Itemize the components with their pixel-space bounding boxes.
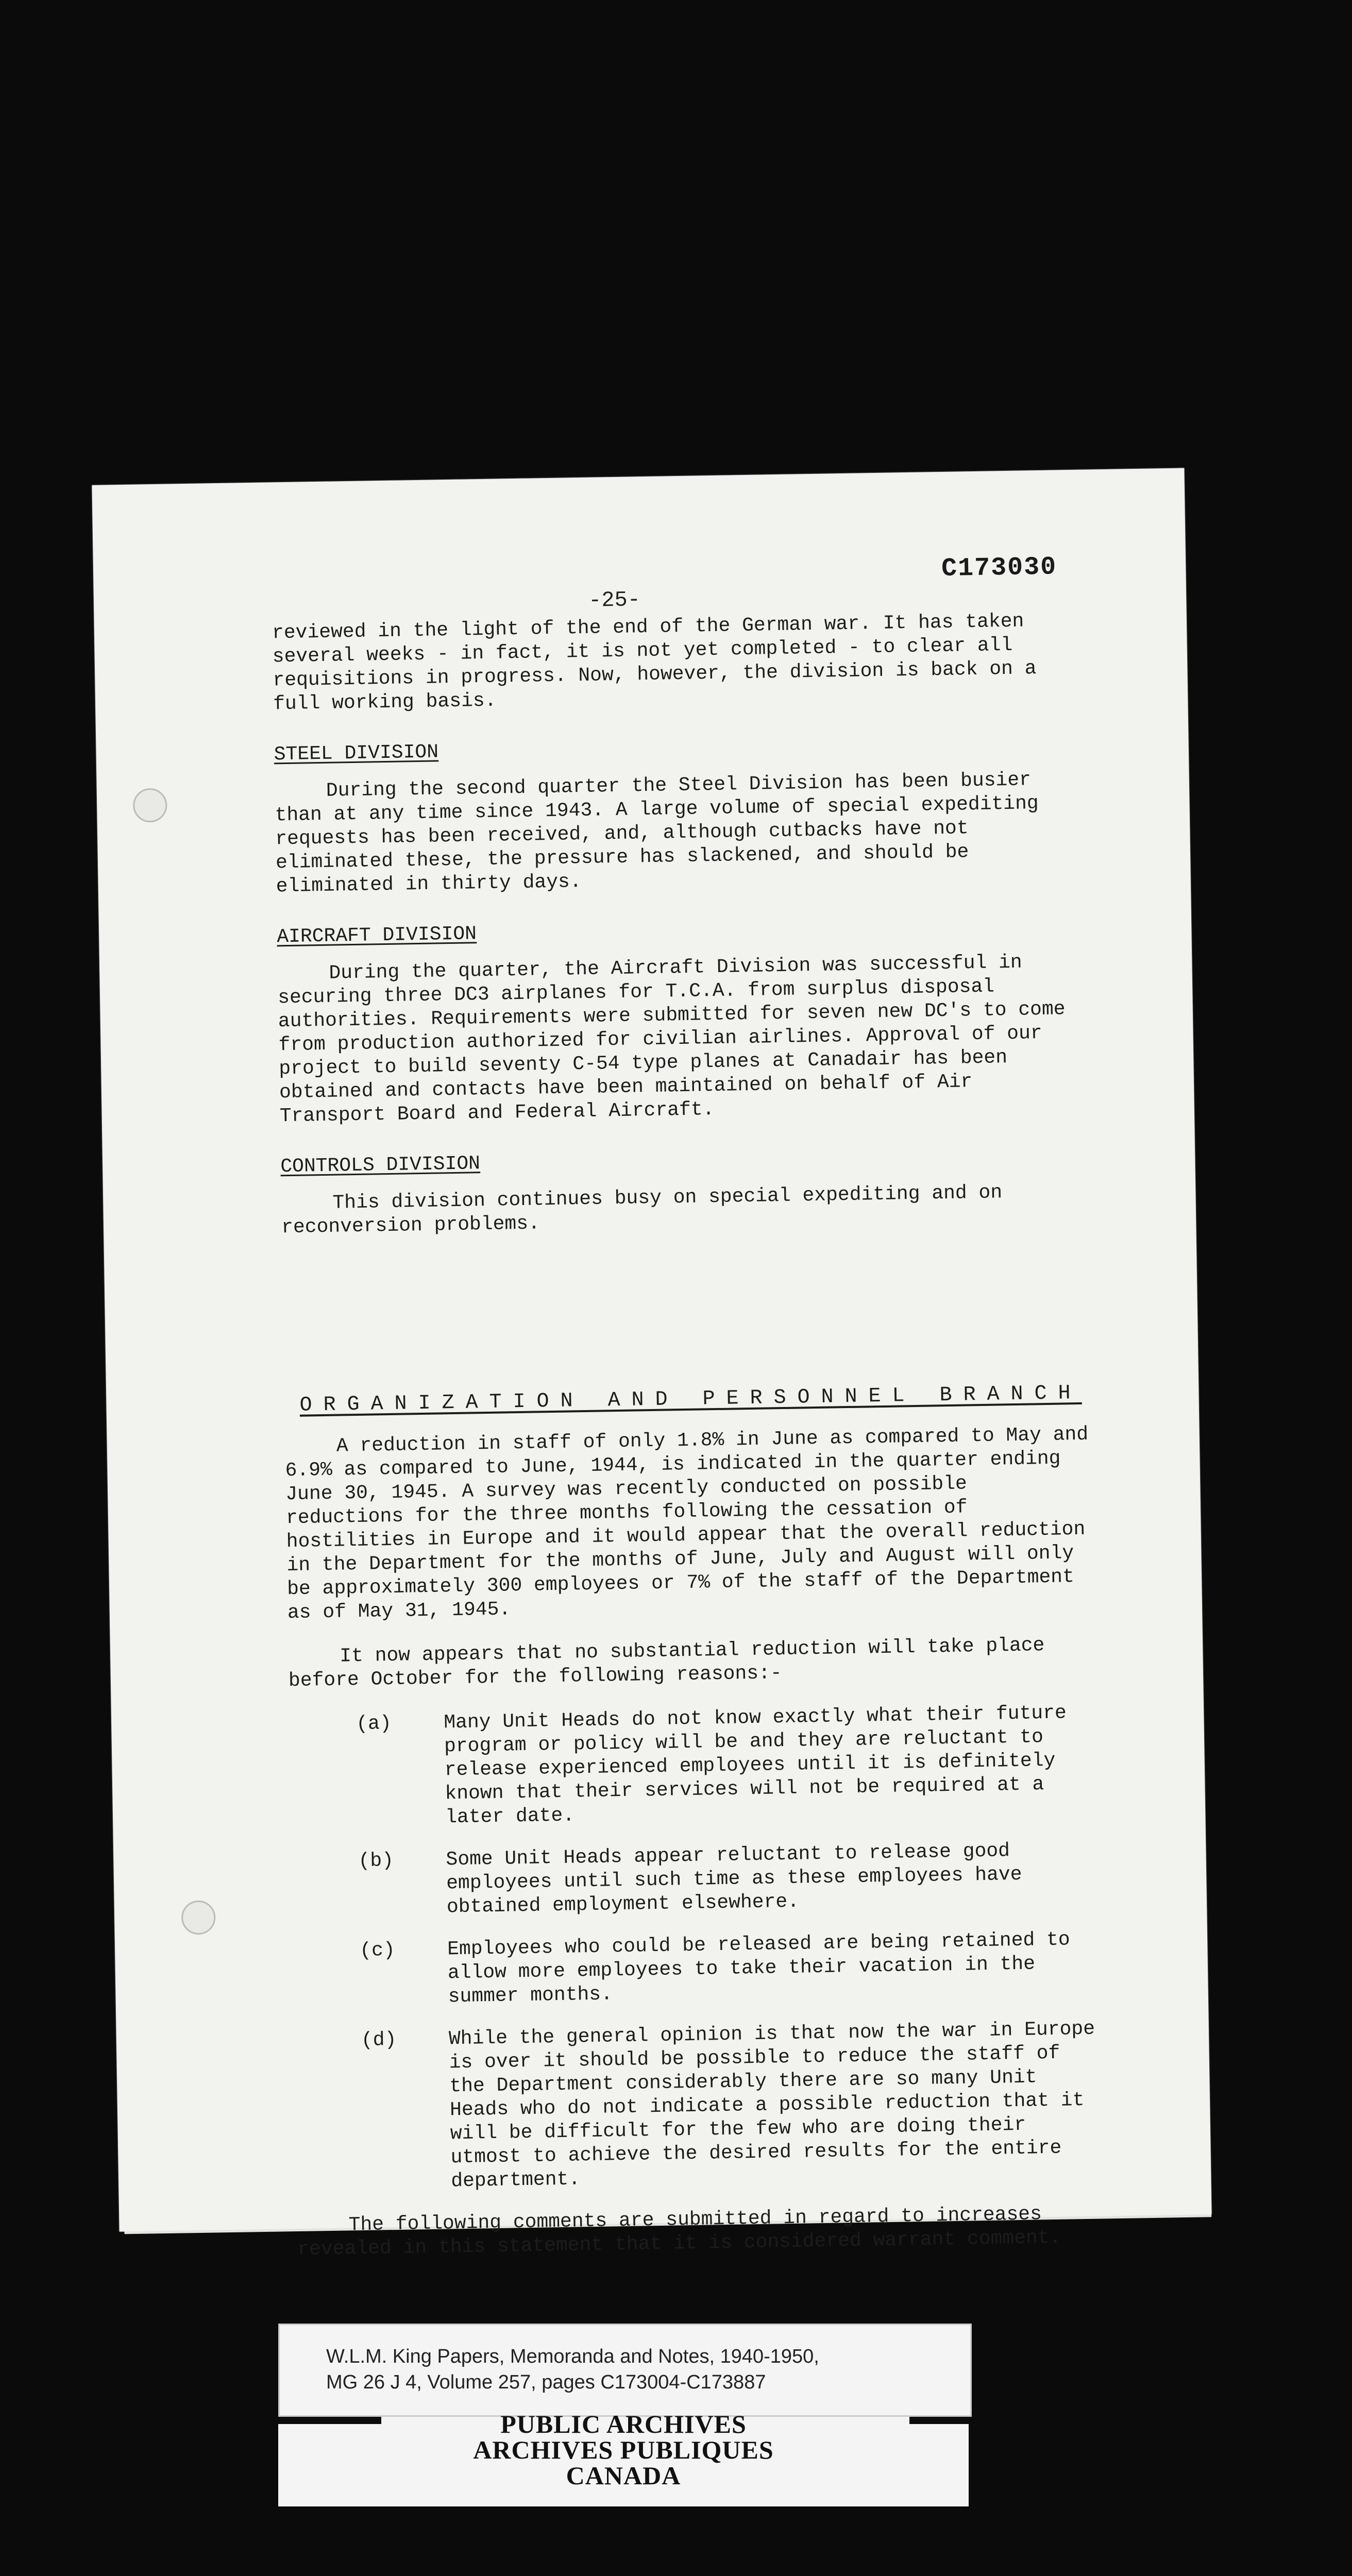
- reason-item: [291, 1838, 1096, 1922]
- archive-reference-line-2: MG 26 J 4, Volume 257, pages C173004-C173887: [326, 2371, 766, 2393]
- archive-stamp-line-3: CANADA: [566, 2461, 681, 2490]
- reason-text: Some Unit Heads appear reluctant to release good employees until such time as these employees have obtained employment elsewhere.: [446, 1840, 1022, 1919]
- reason-text: Employees who could be released are being retained to allow more employees to take their vacation in the summer months.: [447, 1928, 1071, 2008]
- reason-label: (c): [359, 1939, 396, 1962]
- punch-hole-top: [133, 788, 167, 823]
- reason-item: [294, 2018, 1101, 2196]
- archive-stamp-line-1: PUBLIC ARCHIVES: [500, 2410, 747, 2438]
- aircraft-division-text: During the quarter, the Aircraft Division was successful in securing three DC3 airplanes for T.C.A. from surplus disposal authorities. Requirements were submitted for seven new DC's to come from production authorized for civilian airlines. Approval of our project to build seventy C-54 type planes at Canadair has been obtained and contacts have been maintained on behalf of Air Transport Board and Federal Aircraft.: [277, 951, 1066, 1128]
- reference-number: C173030: [941, 552, 1057, 584]
- reason-item: [289, 1701, 1094, 1832]
- punch-hole-bottom: [181, 1900, 216, 1935]
- reason-text: Many Unit Heads do not know exactly what their future program or policy will be and they are reluctant to release experienced employees until it is definitely known that their services will not be required at a later date.: [443, 1702, 1067, 1829]
- archive-stamp: [278, 2411, 969, 2488]
- steel-division-heading: STEEL DIVISION: [274, 741, 439, 766]
- document-page: [92, 468, 1212, 2261]
- branch-heading: ORGANIZATION AND PERSONNEL BRANCH: [299, 1381, 1082, 1417]
- controls-division-text: This division continues busy on special expediting and on reconversion problems.: [281, 1181, 1003, 1239]
- archive-reference-label: [278, 2324, 972, 2417]
- archive-stamp-line-2: ARCHIVES PUBLIQUES: [473, 2435, 774, 2464]
- closing-paragraph: The following comments are submitted in regard to increases revealed in this statement that it is considered warrant comment.: [297, 2203, 1061, 2261]
- archive-reference-text: [326, 2344, 819, 2395]
- branch-paragraph-2: It now appears that no substantial reduction will take place before October for the following reasons:-: [288, 1634, 1045, 1692]
- page-number: -25-: [588, 587, 641, 613]
- intro-paragraph: reviewed in the light of the end of the German war. It has taken several weeks - in fact, it is not yet completed - to clear all requisitions in progress. Now, however, the division is back on a full working basis.: [272, 610, 1037, 716]
- reason-label: (a): [356, 1713, 392, 1736]
- document-body: [272, 609, 1102, 2262]
- archive-reference-line-1: W.L.M. King Papers, Memoranda and Notes, 1940-1950,: [326, 2346, 819, 2367]
- reason-item: [293, 1928, 1097, 2011]
- reason-label: (d): [361, 2028, 397, 2052]
- reason-label: (b): [358, 1849, 394, 1873]
- controls-division-heading: CONTROLS DIVISION: [280, 1153, 481, 1178]
- steel-division-text: During the second quarter the Steel Division has been busier than at any time since 1943. A large volume of special expediting requests has been received, and, although cutbacks have not eliminated these, the pressure has slackened, and should be eliminated in thirty days.: [275, 769, 1039, 898]
- aircraft-division-heading: AIRCRAFT DIVISION: [276, 923, 477, 948]
- branch-paragraph-1: A reduction in staff of only 1.8% in June as compared to May and 6.9% as compared to June, 1944, is indicated in the quarter ending June 30, 1945. A survey was recently conducted on possible reductions for the three months following the cessation of hostilities in Europe and it would appear that the overall reduction in the Department for the months of June, July and August will only be approximately 300 employees or 7% of the staff of the Department as of May 31, 1945.: [285, 1423, 1089, 1624]
- reason-text: While the general opinion is that now the war in Europe is over it should be possible to reduce the staff of the Department considerably there are so many Unit Heads who do not indicate a possible reduction that it will be difficult for the few who are doing their utmost to achieve the desired results for the entire department.: [448, 2018, 1095, 2193]
